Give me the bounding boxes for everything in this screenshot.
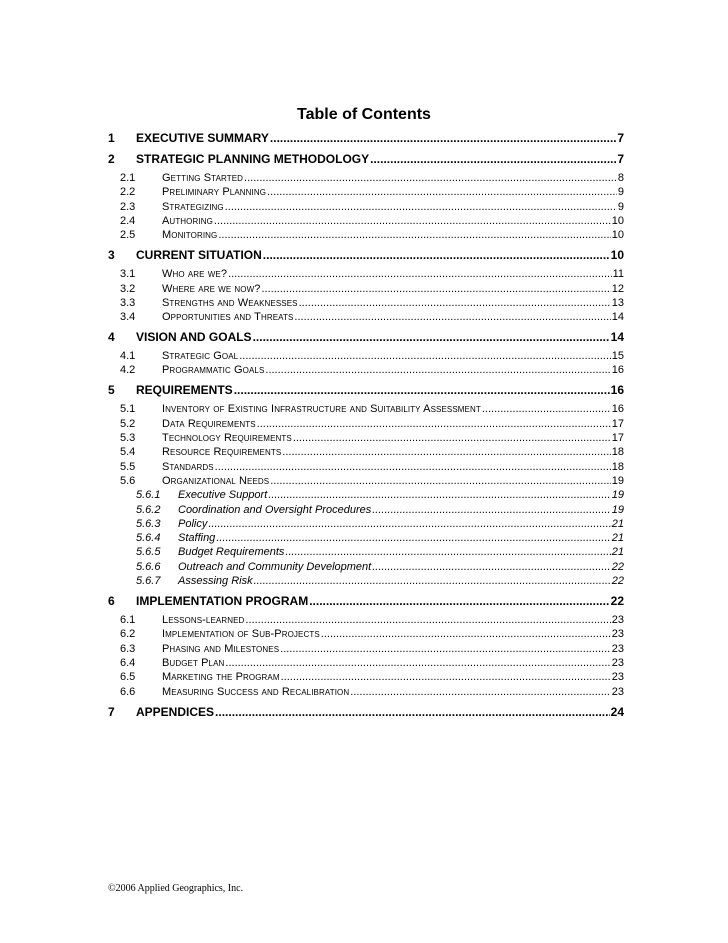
toc-leader-dots bbox=[228, 267, 612, 281]
toc-label: Opportunities and Threats bbox=[162, 311, 294, 324]
toc-subsection[interactable] bbox=[108, 431, 624, 445]
toc-leader-dots bbox=[282, 445, 610, 459]
toc-number: 3.2 bbox=[120, 282, 136, 295]
toc-subsection[interactable] bbox=[108, 460, 624, 474]
toc-label: APPENDICES bbox=[136, 704, 215, 719]
toc-number: 3 bbox=[108, 248, 115, 263]
toc-number: 6.3 bbox=[120, 642, 136, 655]
toc-number: 5.1 bbox=[120, 403, 136, 416]
toc-leader-dots bbox=[280, 642, 611, 656]
toc-label: IMPLEMENTATION PROGRAM bbox=[136, 594, 309, 608]
toc-subsection[interactable] bbox=[108, 474, 624, 488]
toc-leader-dots bbox=[253, 330, 610, 344]
toc-leader-dots bbox=[215, 460, 611, 474]
toc-leader-dots bbox=[309, 594, 609, 608]
toc-subsubsection[interactable] bbox=[108, 545, 624, 559]
toc-section[interactable] bbox=[108, 705, 624, 719]
toc-number: 5.6.1 bbox=[136, 489, 161, 502]
toc-subsection[interactable] bbox=[108, 349, 624, 363]
toc-subsection[interactable] bbox=[108, 402, 624, 416]
toc-number: 5.6 bbox=[120, 474, 136, 487]
toc-label: Standards bbox=[162, 460, 214, 473]
toc-section[interactable] bbox=[108, 383, 624, 397]
toc-page-number: 16 bbox=[611, 403, 624, 416]
toc-leader-dots bbox=[299, 296, 611, 310]
toc-label: Budget Plan bbox=[162, 656, 225, 669]
toc-subsection[interactable] bbox=[108, 627, 624, 641]
toc-page-number: 23 bbox=[611, 685, 624, 698]
toc-subsection[interactable] bbox=[108, 613, 624, 627]
toc-label: CURRENT SITUATION bbox=[136, 248, 262, 263]
toc-label: Data Requirements bbox=[162, 417, 256, 430]
toc-label: Authoring bbox=[162, 214, 213, 227]
toc-label: Staffing bbox=[178, 532, 216, 545]
toc-label: Inventory of Existing Infrastructure and Suitability Assessment bbox=[162, 403, 481, 416]
toc-label: Resource Requirements bbox=[162, 446, 282, 459]
toc-number: 5.3 bbox=[120, 432, 136, 444]
toc-number: 2.5 bbox=[120, 229, 136, 242]
toc-subsection[interactable] bbox=[108, 296, 624, 310]
toc-page-number: 23 bbox=[611, 614, 624, 626]
toc-number: 5.6.3 bbox=[136, 517, 161, 530]
toc-label: VISION AND GOALS bbox=[136, 330, 252, 345]
toc-page-number: 22 bbox=[610, 594, 624, 608]
toc-number: 7 bbox=[108, 704, 115, 719]
toc-subsection[interactable] bbox=[108, 200, 624, 214]
toc-page-number: 10 bbox=[611, 229, 624, 242]
toc-subsection[interactable] bbox=[108, 656, 624, 670]
toc-number: 1 bbox=[108, 131, 115, 145]
toc-number: 5.4 bbox=[120, 446, 136, 459]
toc-subsubsection[interactable] bbox=[108, 503, 624, 517]
toc-page-number: 23 bbox=[611, 628, 624, 641]
toc-leader-dots bbox=[293, 431, 611, 445]
toc-label: STRATEGIC PLANNING METHODOLOGY bbox=[136, 152, 370, 166]
toc-leader-dots bbox=[254, 574, 611, 588]
toc-number: 6.5 bbox=[120, 671, 136, 684]
toc-page-number: 9 bbox=[617, 186, 624, 199]
toc-label: Measuring Success and Recalibration bbox=[162, 685, 350, 698]
toc-page-number: 24 bbox=[610, 704, 624, 719]
toc-label: Budget Requirements bbox=[178, 546, 285, 559]
toc-label: Assessing Risk bbox=[178, 575, 253, 587]
toc-label: Marketing the Program bbox=[162, 671, 280, 684]
toc-label: Getting Started bbox=[162, 172, 244, 184]
toc-page-number: 19 bbox=[611, 474, 624, 487]
toc-number: 6.2 bbox=[120, 628, 136, 641]
toc-page-number: 21 bbox=[611, 517, 624, 530]
toc-label: Where are we now? bbox=[162, 282, 261, 295]
toc-leader-dots bbox=[350, 685, 611, 699]
toc-page-number: 11 bbox=[612, 268, 624, 281]
toc-subsubsection[interactable] bbox=[108, 488, 624, 502]
toc-page-number: 18 bbox=[611, 460, 624, 473]
toc-subsection[interactable] bbox=[108, 310, 624, 324]
toc-number: 4.1 bbox=[120, 350, 136, 363]
toc-leader-dots bbox=[216, 531, 610, 545]
toc-page-number: 22 bbox=[611, 560, 624, 573]
toc-leader-dots bbox=[208, 517, 610, 531]
toc-leader-dots bbox=[270, 474, 611, 488]
toc-leader-dots bbox=[268, 488, 610, 502]
toc-page-number: 23 bbox=[611, 671, 624, 684]
toc-label: Executive Support bbox=[178, 489, 268, 502]
toc-leader-dots bbox=[267, 185, 617, 199]
toc-page-number: 7 bbox=[617, 131, 624, 145]
toc-subsection[interactable] bbox=[108, 670, 624, 684]
toc-leader-dots bbox=[214, 214, 611, 228]
toc-leader-dots bbox=[294, 310, 610, 324]
toc-label: Who are we? bbox=[162, 268, 228, 281]
toc-subsubsection[interactable] bbox=[108, 574, 624, 588]
toc-subsubsection[interactable] bbox=[108, 517, 624, 531]
toc-leader-dots bbox=[270, 131, 616, 145]
toc-label: Implementation of Sub-Projects bbox=[162, 628, 320, 641]
toc-page-number: 14 bbox=[610, 330, 624, 345]
toc-label: Programmatic Goals bbox=[162, 364, 265, 377]
toc-page-number: 16 bbox=[610, 383, 624, 398]
toc-leader-dots bbox=[372, 503, 611, 517]
copyright-footer: ©2006 Applied Geographics, Inc. bbox=[108, 883, 244, 894]
toc-number: 5.6.5 bbox=[136, 546, 161, 559]
toc-subsection[interactable] bbox=[108, 214, 624, 228]
toc-leader-dots bbox=[218, 228, 610, 242]
toc-number: 5 bbox=[108, 383, 115, 398]
toc-page-number: 7 bbox=[617, 152, 624, 166]
toc-subsection[interactable] bbox=[108, 642, 624, 656]
toc-leader-dots bbox=[281, 670, 611, 684]
toc-label: EXECUTIVE SUMMARY bbox=[136, 131, 269, 145]
toc-subsubsection[interactable] bbox=[108, 531, 624, 545]
toc-number: 6.6 bbox=[120, 685, 136, 698]
toc-number: 2.3 bbox=[120, 200, 136, 213]
toc-subsection[interactable] bbox=[108, 171, 624, 185]
toc-page-number: 9 bbox=[617, 200, 624, 213]
toc-leader-dots bbox=[370, 152, 616, 166]
toc-subsection[interactable] bbox=[108, 363, 624, 377]
toc-number: 5.2 bbox=[120, 417, 136, 430]
toc-page-number: 10 bbox=[611, 214, 624, 227]
toc-number: 5.6.2 bbox=[136, 503, 161, 516]
toc-number: 4.2 bbox=[120, 364, 136, 377]
toc-page-number: 19 bbox=[611, 489, 624, 502]
toc-number: 6.4 bbox=[120, 656, 136, 669]
toc-page-number: 14 bbox=[611, 311, 624, 324]
toc-label: Organizational Needs bbox=[162, 474, 270, 487]
toc-label: Policy bbox=[178, 517, 208, 530]
toc-leader-dots bbox=[234, 383, 610, 397]
toc-subsection[interactable] bbox=[108, 228, 624, 242]
toc-number: 2.2 bbox=[120, 186, 136, 199]
toc-section[interactable] bbox=[108, 594, 624, 608]
toc-leader-dots bbox=[225, 200, 617, 214]
toc-leader-dots bbox=[215, 705, 610, 719]
toc-subsection[interactable] bbox=[108, 185, 624, 199]
toc-label: Outreach and Community Development bbox=[178, 560, 372, 573]
page-title: Table of Contents bbox=[297, 106, 431, 123]
toc-leader-dots bbox=[257, 417, 611, 431]
toc-leader-dots bbox=[239, 349, 611, 363]
toc-page-number: 23 bbox=[611, 642, 624, 655]
toc-page-number: 16 bbox=[611, 364, 624, 377]
toc-leader-dots bbox=[285, 545, 610, 559]
toc-subsection[interactable] bbox=[108, 267, 624, 281]
toc-label: Phasing and Milestones bbox=[162, 642, 280, 655]
toc-label: Coordination and Oversight Procedures bbox=[178, 503, 372, 516]
toc-page-number: 21 bbox=[611, 532, 624, 545]
toc-number: 3.3 bbox=[120, 296, 136, 309]
toc-page-number: 18 bbox=[611, 446, 624, 459]
toc-label: Preliminary Planning bbox=[162, 186, 267, 199]
toc-subsection[interactable] bbox=[108, 417, 624, 431]
toc-page-number: 19 bbox=[611, 503, 624, 516]
toc-leader-dots bbox=[263, 248, 610, 262]
toc-label: Strategizing bbox=[162, 200, 224, 213]
toc-number: 3.1 bbox=[120, 268, 136, 281]
toc-leader-dots bbox=[244, 171, 617, 185]
toc-page-number: 10 bbox=[610, 248, 624, 263]
toc-number: 2.4 bbox=[120, 214, 136, 227]
toc-section[interactable] bbox=[108, 131, 624, 145]
toc-number: 6.1 bbox=[120, 614, 136, 626]
toc-leader-dots bbox=[225, 656, 610, 670]
toc-label: Technology Requirements bbox=[162, 432, 292, 444]
toc-leader-dots bbox=[245, 613, 610, 627]
toc-page-number: 17 bbox=[611, 432, 624, 444]
toc-label: REQUIREMENTS bbox=[136, 383, 233, 398]
toc-subsubsection[interactable] bbox=[108, 560, 624, 574]
toc-label: Monitoring bbox=[162, 229, 218, 242]
toc-page-number: 12 bbox=[611, 282, 624, 295]
toc-number: 5.5 bbox=[120, 460, 136, 473]
toc-page-number: 13 bbox=[611, 296, 624, 309]
toc-section[interactable] bbox=[108, 248, 624, 262]
toc-section[interactable] bbox=[108, 330, 624, 344]
toc-number: 6 bbox=[108, 594, 115, 608]
toc-page-number: 22 bbox=[611, 575, 624, 587]
toc-page-number: 8 bbox=[617, 172, 624, 184]
toc-leader-dots bbox=[482, 402, 611, 416]
toc-number: 5.6.6 bbox=[136, 560, 161, 573]
toc-number: 2 bbox=[108, 152, 115, 166]
toc-number: 3.4 bbox=[120, 311, 136, 324]
toc-number: 2.1 bbox=[120, 172, 136, 184]
toc-section[interactable] bbox=[108, 152, 624, 166]
toc-page-number: 23 bbox=[611, 656, 624, 669]
toc-subsection[interactable] bbox=[108, 445, 624, 459]
toc-subsection[interactable] bbox=[108, 282, 624, 296]
toc-number: 5.6.7 bbox=[136, 575, 161, 587]
toc-label: Lessons-learned bbox=[162, 614, 245, 626]
toc-subsection[interactable] bbox=[108, 685, 624, 699]
toc-label: Strategic Goal bbox=[162, 350, 239, 363]
toc-page-number: 17 bbox=[611, 417, 624, 430]
toc-page-number: 15 bbox=[611, 350, 624, 363]
toc-leader-dots bbox=[261, 282, 610, 296]
toc-page-number: 21 bbox=[611, 546, 624, 559]
toc-number: 4 bbox=[108, 330, 115, 345]
toc-label: Strengths and Weaknesses bbox=[162, 296, 298, 309]
toc-leader-dots bbox=[321, 627, 611, 641]
toc-leader-dots bbox=[372, 560, 611, 574]
toc-number: 5.6.4 bbox=[136, 532, 161, 545]
toc-leader-dots bbox=[265, 363, 610, 377]
